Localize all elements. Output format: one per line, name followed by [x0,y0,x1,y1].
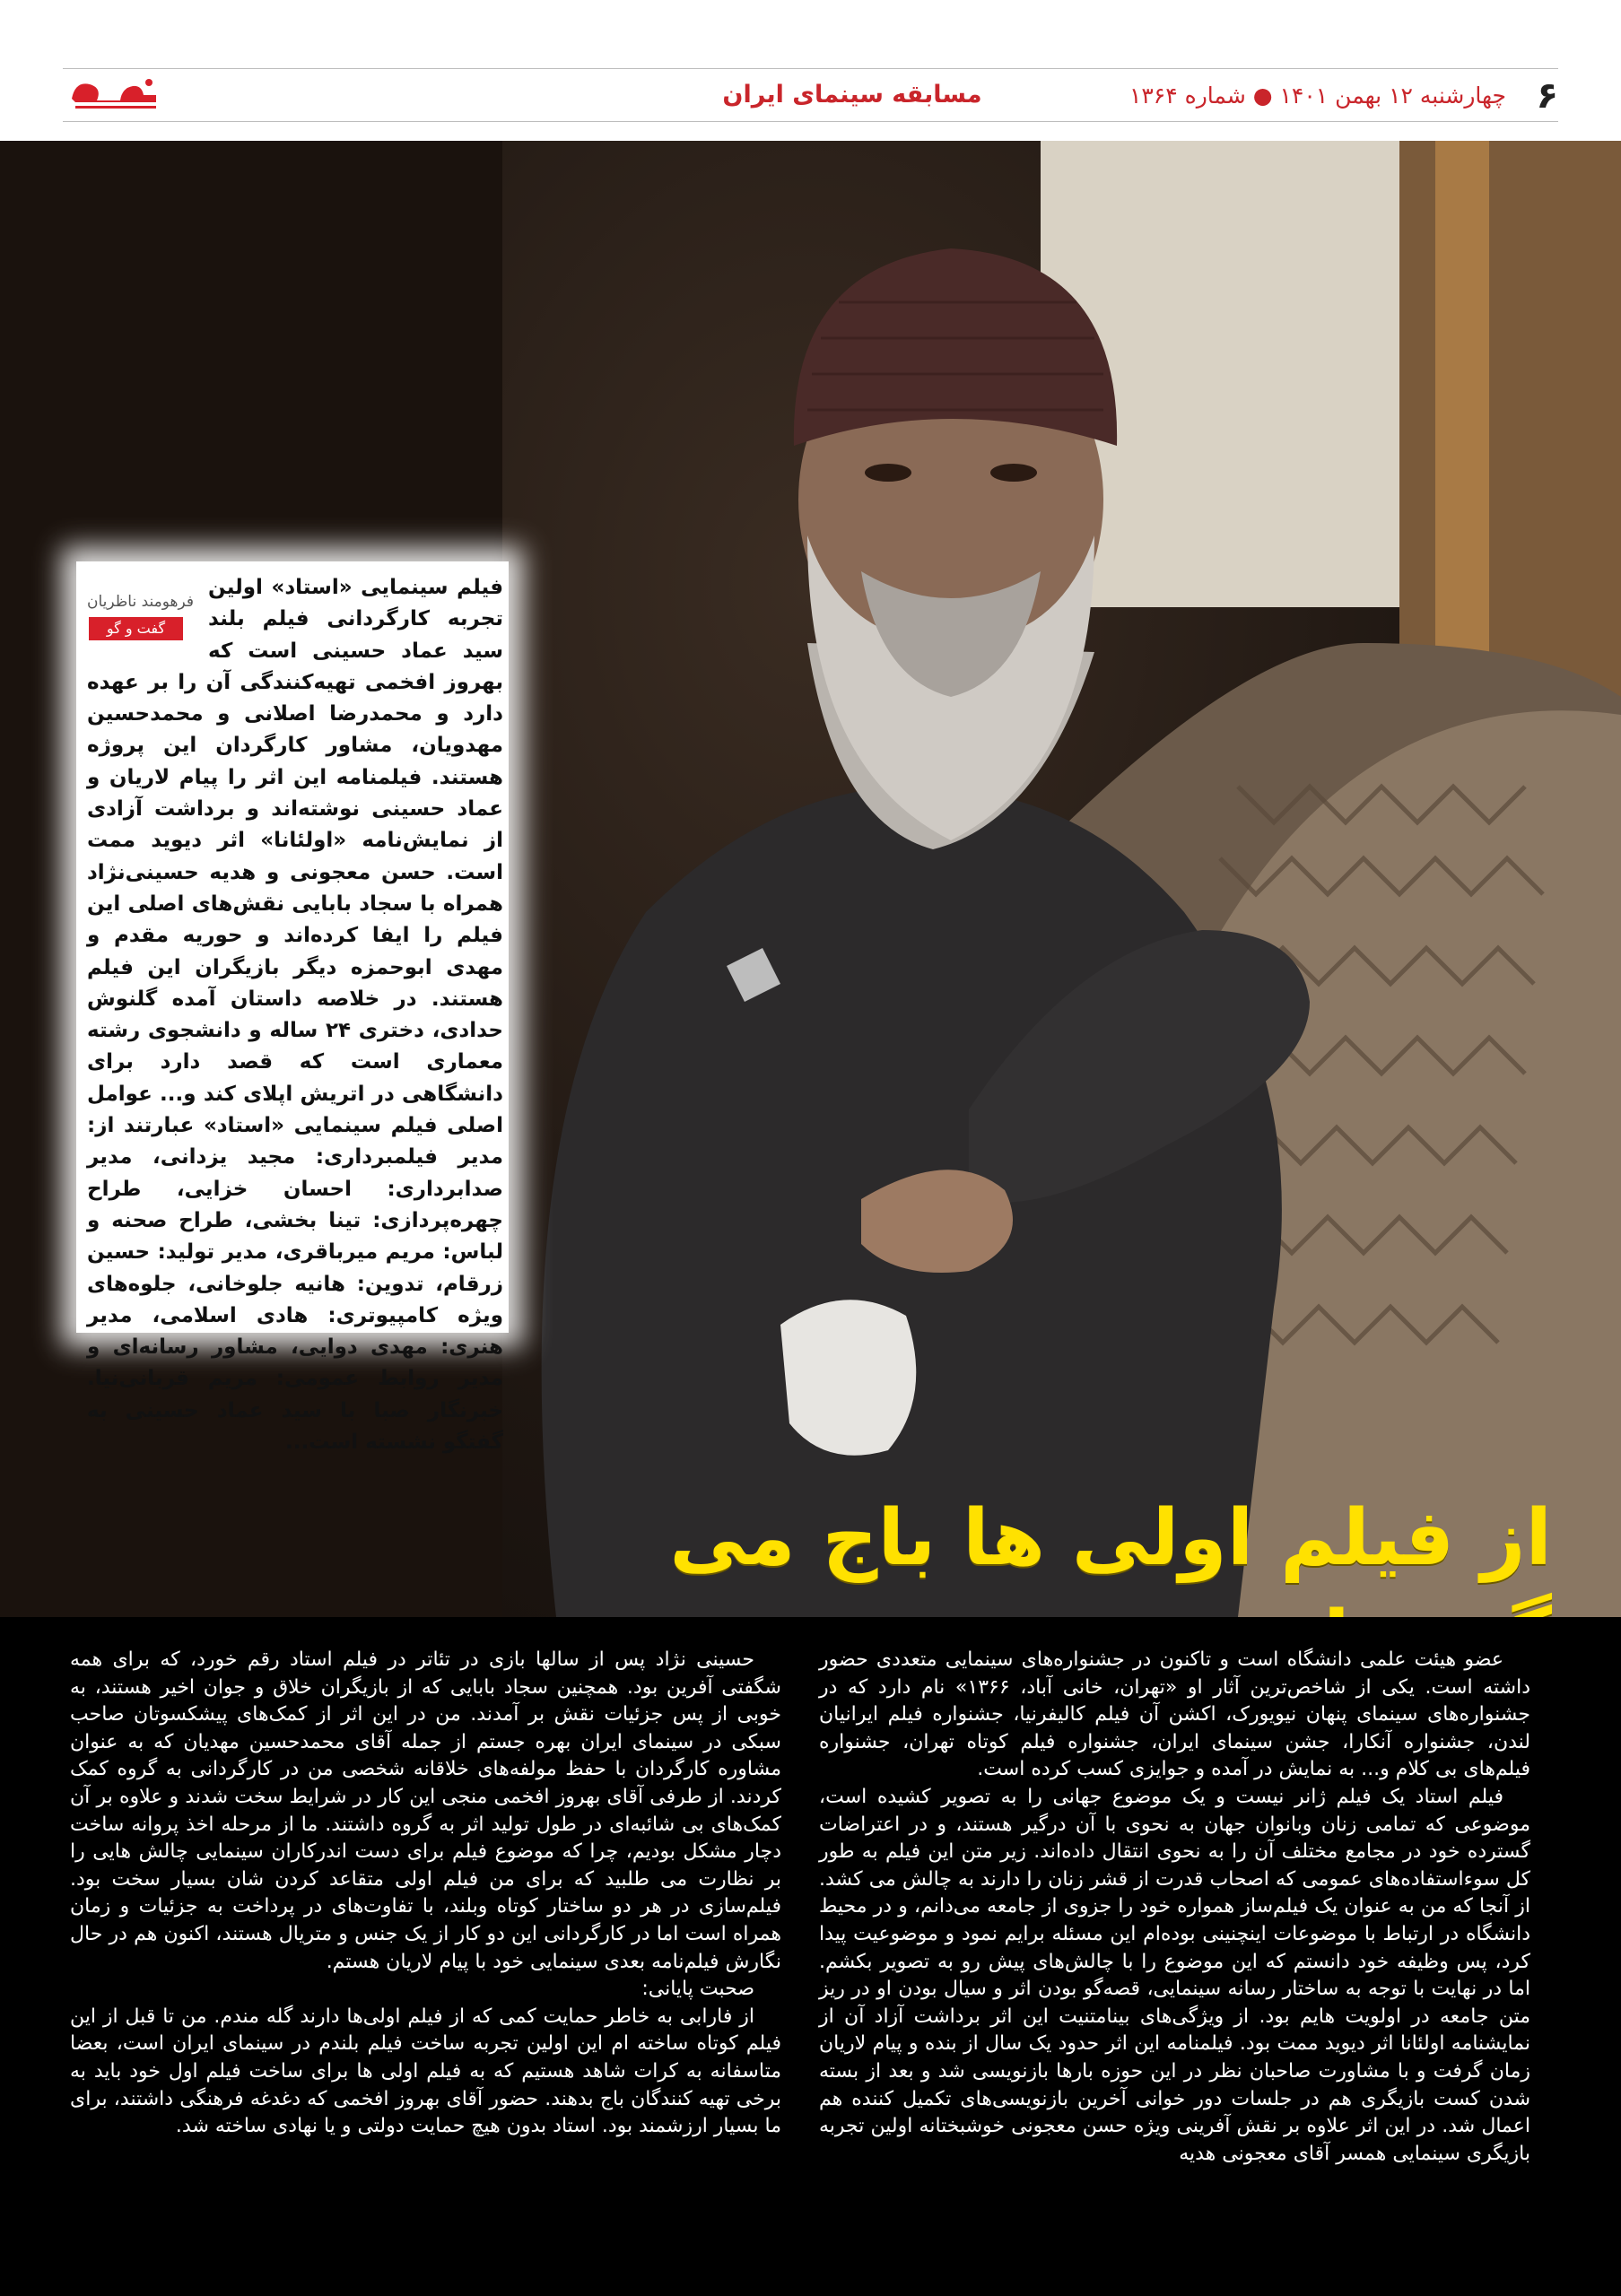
closing-heading: صحبت پایانی: [641,1978,754,2001]
author-name: فرهومند ناظریان [87,593,195,611]
issue-info: چهارشنبه ۱۲ بهمن ۱۴۰۱ ● شماره ۱۳۶۴ [1129,83,1506,109]
intro-spacer [87,572,208,658]
intro-box [76,561,509,1455]
column-left [70,1647,781,2141]
column-right-paragraph-2: فیلم استاد یک فیلم ژانر نیست و یک موضوع جهانی را به تصویر کشیده است، موضوعی که تمامی زنان وبانوان جهان به نحوی با آن درگیر هستند، و در اعتراضات گسترده خود در مجامع مختلف آن را به نحوی انتقال داده‌اند. زیر متن این فیلم به طور کل سوءاستفاده‌های عمومی که اصحاب قدرت از قشر زنان را دارند به چالش می کشد. از آنجا که من به عنوان یک فیلم‌ساز همواره خود را جزوی از جامعه می‌دانم، و در محیط دانشگاه در ارتباط با موضوعات اینچنینی بوده‌ام این مسئله برایم نمود و موضوعیت پیدا کرد، پس وظیفه خود دانستم که این موضوع را با چالش‌های پیش رو به تصویر بکشم. اما در نهایت با توجه به ساختار رسانه سینمایی، قصه‌گو بودن اثر و سیال بودن او در ریز متن جامعه در اولویت هایم بود. از ویژگی‌های بینامتنیت این اثر برداشت آزاد آن از نمایشنامه اولئانا اثر دیوید ممت بود. فیلمنامه این اثر حدود یک سال از بنده و پیام لاریان زمان گرفت و با مشاورت صاحبان نظر در این حوزه بارها بازنویسی شد و بعد از بسته شدن کست بازیگری هم در جلسات دور خوانی آخرین بازنویسی‌های تکمیل کننده هم اعمال شد. در این اثر علاوه بر نقش آفرینی ویژه حسن معجونی خوشبختانه اولین تجربه بازیگری سینمایی همسر آقای معجونی هدیه [819,1785,1530,2165]
column-right [819,1647,1530,2168]
intro-paragraph: فیلم سینمایی «استاد» اولین تجربه کارگردانی فیلم بلند سید عماد حسینی است که بهروز افخمی تهیه‌کنندگی آن را بر عهده دارد و محمدرضا اصلانی و محمدحسین مهدویان، مشاور کارگردان این پروژه هستند. فیلمنامه این اثر را پیام لاریان و عماد حسینی نوشته‌اند و برداشت آزادی از نمایش‌نامه «اولئانا» اثر دیوید ممت است. حسن معجونی و هدیه حسینی‌نژاد همراه با سجاد بابایی نقش‌های اصلی این فیلم را ایفا کرده‌اند و حوریه مقدم و مهدی ابوحمزه دیگر بازیگران این فیلم هستند. در خلاصه داستان آمده گلنوش حدادی، دختری ۲۴ ساله و دانشجوی رشته معماری است که قصد دارد برای دانشگاهی در اتریش اپلای کند و... عوامل اصلی فیلم سینمایی «استاد» عبارتند از: مدیر فیلمبرداری: مجید یزدانی، مدیر صدابرداری: احسان خزایی، طراح چهره‌پردازی: تینا بخشی، طراح صحنه و لباس: مریم میرباقری، مدیر تولید: حسین زرقام، تدوین: هانیه جلوخانی، جلوه‌های ویژه کامپیوتری: هادی اسلامی، مدیر هنری: مهدی دوایی، مشاور رسانه‌ای و مدیر روابط عمومی: مریم قربانی‌نیا. خبرنگار صبا با سید عماد حسینی به گفتگو نشسته است... [87,576,503,1455]
article-title: از فیلم اولی ها باج می [669,1493,1552,1583]
page-number: ۶ [1536,75,1558,117]
page-header [63,63,1558,122]
intro-text [87,572,503,1458]
header-bottom-rule [63,121,1558,122]
column-right-paragraph-1: عضو هیئت علمی دانشگاه است و تاکنون در جشنواره‌های سینمایی متعددی حضور داشته است. یکی از شاخص‌ترین آثار او «تهران، خانی آباد، ۱۳۶۶» نام دارد که در جشنواره‌های سینمای پنهان نیویورک، اکشن آن فیلم کالیفرنیا، جشنواره فیلم ایرانیان لندن، جشنواره آنکارا، جشن سینمای ایران، جشنواره فیلم کوتاه تهران، جشنواره فیلم‌های بی کلام و... به نمایش در آمده و جوایزی کسب کرده است. [819,1648,1530,1781]
column-left-paragraph-2: از فارابی به خاطر حمایت کمی که از فیلم اولی‌ها دارند گله مندم. من تا قبل از این فیلم کوتاه ساخته ام این اولین تجربه ساخت فیلم بلندم در سینمای ایران است، بعضا متاسفانه به کرات شاهد هستیم که به فیلم اولی ها برای ساخت فیلم اول خود باید به برخی تهیه کنندگان باج بدهند. حضور آقای بهروز افخمی که دغدغه فرهنگی داشتند، برای ما بسیار ارزشمند بود. استاد بدون هیچ حمایت دولتی و یا نهادی ساخته شد. [70,2005,781,2138]
column-left-paragraph-1: حسینی نژاد پس از سالها بازی در تئاتر در فیلم استاد رقم خورد، که برای همه شگفتی آفرین بود. همچنین سجاد بابایی که از بازیگران خلاق و جوان اخیر هستند، به خوبی از پس جزئیات نقش بر آمدند. من در این اثر از کمک‌های پیشکسوتان صاحب سبکی در سینمای ایران بهره جستم از جمله آقای محمدحسین مهدیان که به عنوان مشاوره کارگردان با حفظ مولفه‌های خلاقانه شخصی من در کارگردانی به گروه کمک کردند. از طرفی آقای بهروز افخمی منجی این کار در شرایط سخت شدند و علاوه بر آن کمک‌های بی شائبه‌ای در طول تولید اثر به گروه داشتند. ما از مرحله اخذ پروانه ساخت دچار مشکل بودیم، چرا که موضوع فیلم برای دست اندرکاران سینمایی چالش هایی را بر نظارت می طلبید که برای من فیلم اولی متقاعد کردن شان بسیار سخت بود. فیلم‌سازی در هر دو ساختار کوتاه وبلند، با تفاوت‌های در پرداخت به جزئیات و زمان همراه است اما در کارگردانی این دو کار از یک جنس و متریال هستند، اکنون هم در حال نگارش فیلم‌نامه بعدی سینمایی خود با پیام لاریان هستم. [70,1648,781,1973]
interview-tag: گفت و گو [89,617,183,640]
section-title: مسابقه سینمای ایران [722,81,982,109]
saba-logo [66,72,165,117]
header-top-rule [63,68,1558,69]
